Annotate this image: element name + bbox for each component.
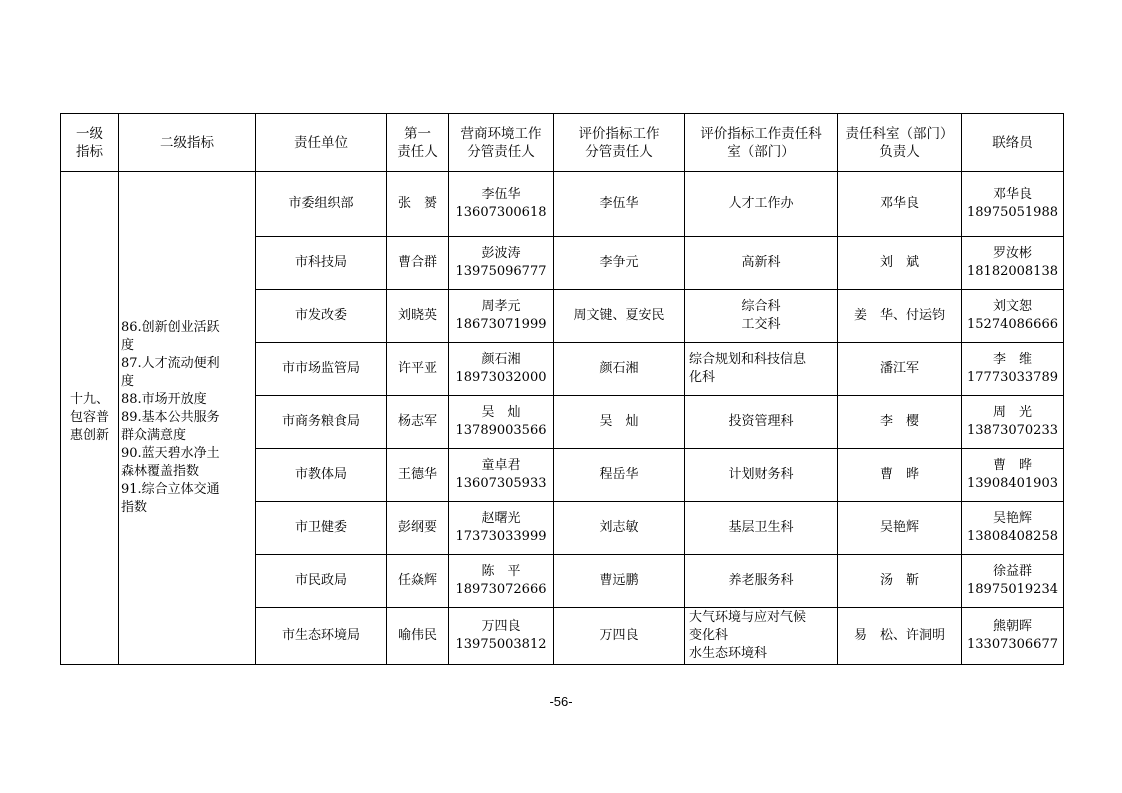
vice-leader-cell-line: 17373033999 (455, 529, 547, 544)
dept-cell-line: 大气环境与应对气候 (689, 610, 807, 625)
dept-cell-line: 基层卫生科 (728, 520, 794, 535)
dept-cell-line: 工交科 (741, 317, 781, 332)
level2-line: 森林覆盖指数 (121, 464, 200, 479)
eval-leader-cell (554, 502, 685, 555)
dept-cell (685, 608, 838, 665)
leader-cell (387, 502, 449, 555)
unit-cell (256, 396, 387, 449)
contact-cell-line: 18975051988 (967, 205, 1058, 220)
level2-line: 87.人才流动便利 (121, 356, 220, 371)
header-cell (838, 114, 962, 172)
header-line: 评价指标工作责任科 (700, 125, 822, 142)
level2-line: 群众满意度 (121, 428, 187, 443)
vice-leader-cell-line: 童卓君 (481, 458, 521, 473)
dept-head-cell-line: 李 樱 (879, 414, 919, 429)
vice-leader-cell-line: 万四良 (481, 619, 521, 634)
leader-cell (387, 608, 449, 665)
dept-cell-line: 投资管理科 (728, 414, 794, 429)
contact-cell-line: 曹 晔 (992, 458, 1032, 473)
dept-head-cell (838, 290, 962, 343)
header-line: 负责人 (879, 143, 920, 160)
header-cell (685, 114, 838, 172)
eval-leader-cell (554, 290, 685, 343)
vice-leader-cell-line: 李伍华 (481, 187, 521, 202)
vice-leader-cell-line: 陈 平 (481, 564, 521, 579)
dept-cell (685, 172, 838, 237)
header-line: 分管责任人 (467, 143, 535, 160)
page-number: -56- (549, 694, 573, 709)
leader-cell-line: 王德华 (397, 467, 437, 482)
vice-leader-cell-line: 13607305933 (455, 476, 547, 491)
leader-cell (387, 555, 449, 608)
vice-leader-cell-line: 18673071999 (455, 317, 547, 332)
dept-head-cell (838, 172, 962, 237)
vice-leader-cell-line: 18973032000 (455, 370, 547, 385)
eval-leader-cell-line: 李争元 (599, 255, 639, 270)
contact-cell-line: 13808408258 (967, 529, 1058, 544)
level1-line: 十九、 (69, 392, 109, 407)
dept-cell-line: 养老服务科 (728, 573, 794, 588)
dept-cell-line: 水生态环境科 (689, 646, 768, 661)
contact-cell (962, 290, 1064, 343)
unit-cell-line: 市商务粮食局 (281, 414, 360, 429)
dept-cell (685, 343, 838, 396)
level2-line: 89.基本公共服务 (121, 410, 220, 425)
eval-leader-cell-line: 吴 灿 (599, 414, 639, 429)
header-line: 责任科室（部门） (845, 125, 954, 142)
contact-cell (962, 449, 1064, 502)
dept-head-cell-line: 易 松、许洞明 (853, 628, 945, 643)
eval-leader-cell-line: 曹远鹏 (599, 573, 639, 588)
dept-head-cell (838, 555, 962, 608)
level2-line: 86.创新创业活跃 (121, 320, 220, 335)
vice-leader-cell-line: 13975003812 (455, 637, 547, 652)
dept-cell (685, 396, 838, 449)
header-line: 联络员 (992, 134, 1033, 151)
level2-indicators (119, 172, 256, 665)
dept-cell-line: 综合规划和科技信息 (689, 352, 807, 367)
contact-cell-line: 18182008138 (967, 264, 1058, 279)
contact-cell-line: 18975019234 (967, 582, 1058, 597)
dept-head-cell (838, 343, 962, 396)
eval-leader-cell-line: 万四良 (599, 628, 639, 643)
level1-indicator (61, 172, 119, 665)
dept-cell (685, 555, 838, 608)
eval-leader-cell-line: 程岳华 (599, 467, 639, 482)
unit-cell (256, 343, 387, 396)
contact-cell-line: 15274086666 (967, 317, 1058, 332)
level2-line: 88.市场开放度 (121, 392, 207, 407)
contact-cell (962, 608, 1064, 665)
header-line: 评价指标工作 (578, 125, 660, 142)
contact-cell-line: 李 维 (992, 352, 1032, 367)
vice-leader-cell (449, 237, 554, 290)
unit-cell (256, 608, 387, 665)
contact-cell-line: 邓华良 (992, 187, 1032, 202)
dept-head-cell (838, 608, 962, 665)
header-line: 室（部门） (727, 143, 795, 160)
contact-cell-line: 徐益群 (992, 564, 1032, 579)
eval-leader-cell-line: 李伍华 (599, 196, 639, 211)
leader-cell-line: 任焱辉 (397, 573, 437, 588)
vice-leader-cell (449, 555, 554, 608)
dept-head-cell-line: 潘江军 (879, 361, 919, 376)
unit-cell (256, 449, 387, 502)
leader-cell (387, 290, 449, 343)
unit-cell-line: 市教体局 (294, 467, 347, 482)
level1-line: 惠创新 (69, 428, 109, 443)
contact-cell (962, 343, 1064, 396)
dept-head-cell (838, 449, 962, 502)
contact-cell (962, 172, 1064, 237)
dept-cell-line: 计划财务科 (728, 467, 794, 482)
contact-cell (962, 502, 1064, 555)
dept-head-cell-line: 吴艳辉 (879, 520, 919, 535)
leader-cell-line: 张 赟 (397, 196, 437, 211)
eval-leader-cell (554, 555, 685, 608)
leader-cell (387, 172, 449, 237)
header-line: 分管责任人 (585, 143, 653, 160)
eval-leader-cell (554, 608, 685, 665)
leader-cell-line: 喻伟民 (397, 628, 437, 643)
contact-cell-line: 13873070233 (967, 423, 1058, 438)
vice-leader-cell (449, 449, 554, 502)
dept-cell (685, 290, 838, 343)
unit-cell-line: 市发改委 (294, 308, 347, 323)
header-line: 责任单位 (294, 134, 348, 151)
unit-cell (256, 290, 387, 343)
leader-cell-line: 彭纲要 (397, 520, 437, 535)
vice-leader-cell-line: 13789003566 (455, 423, 547, 438)
contact-cell-line: 刘文恕 (992, 299, 1032, 314)
vice-leader-cell-line: 周孝元 (481, 299, 521, 314)
vice-leader-cell-line: 颜石湘 (481, 352, 521, 367)
header-cell (962, 114, 1064, 172)
eval-leader-cell-line: 刘志敏 (599, 520, 639, 535)
contact-cell (962, 396, 1064, 449)
header-line: 第一 (404, 125, 431, 142)
contact-cell (962, 555, 1064, 608)
vice-leader-cell (449, 343, 554, 396)
level2-line: 90.蓝天碧水净土 (121, 446, 220, 461)
contact-cell-line: 13307306677 (967, 637, 1058, 652)
dept-cell (685, 502, 838, 555)
contact-cell-line: 17773033789 (967, 370, 1058, 385)
dept-head-cell-line: 曹 晔 (879, 467, 919, 482)
unit-cell-line: 市民政局 (294, 573, 347, 588)
eval-leader-cell (554, 396, 685, 449)
eval-leader-cell-line: 周文键、夏安民 (573, 308, 665, 323)
unit-cell-line: 市科技局 (294, 255, 347, 270)
leader-cell (387, 237, 449, 290)
dept-head-cell-line: 刘 斌 (879, 255, 919, 270)
contact-cell (962, 237, 1064, 290)
header-line: 二级指标 (160, 134, 214, 151)
leader-cell-line: 曹合群 (397, 255, 437, 270)
unit-cell-line: 市生态环境局 (281, 628, 360, 643)
header-cell (387, 114, 449, 172)
level2-line: 91.综合立体交通 (121, 482, 220, 497)
dept-head-cell (838, 396, 962, 449)
level2-line: 度 (121, 374, 135, 389)
dept-cell-line: 变化科 (689, 628, 729, 643)
unit-cell (256, 555, 387, 608)
vice-leader-cell-line: 吴 灿 (481, 405, 521, 420)
dept-cell (685, 449, 838, 502)
dept-head-cell (838, 502, 962, 555)
vice-leader-cell-line: 13607300618 (455, 205, 547, 220)
level1-line: 包容普 (69, 410, 109, 425)
vice-leader-cell (449, 172, 554, 237)
contact-cell-line: 13908401903 (967, 476, 1058, 491)
dept-cell-line: 人才工作办 (728, 196, 794, 211)
vice-leader-cell-line: 13975096777 (455, 264, 547, 279)
header-cell (119, 114, 256, 172)
dept-cell-line: 高新科 (741, 255, 781, 270)
leader-cell-line: 杨志军 (397, 414, 437, 429)
unit-cell-line: 市市场监管局 (281, 361, 360, 376)
header-line: 指标 (76, 143, 103, 160)
dept-cell (685, 237, 838, 290)
dept-head-cell-line: 邓华良 (879, 196, 919, 211)
header-line: 责任人 (397, 143, 438, 160)
contact-cell-line: 熊朝晖 (992, 619, 1032, 634)
vice-leader-cell-line: 18973072666 (455, 582, 547, 597)
responsibility-table (60, 113, 1064, 665)
vice-leader-cell (449, 502, 554, 555)
vice-leader-cell-line: 彭波涛 (481, 246, 521, 261)
header-row (61, 114, 1064, 172)
leader-cell-line: 许平亚 (397, 361, 437, 376)
dept-head-cell-line: 姜 华、付运钧 (853, 308, 945, 323)
unit-cell-line: 市卫健委 (294, 520, 347, 535)
contact-cell-line: 吴艳辉 (992, 511, 1032, 526)
level2-line: 指数 (121, 500, 148, 515)
unit-cell (256, 172, 387, 237)
header-cell (554, 114, 685, 172)
eval-leader-cell (554, 343, 685, 396)
dept-head-cell (838, 237, 962, 290)
eval-leader-cell-line: 颜石湘 (599, 361, 639, 376)
vice-leader-cell (449, 608, 554, 665)
unit-cell (256, 237, 387, 290)
header-cell (61, 114, 119, 172)
header-line: 营商环境工作 (460, 125, 542, 142)
vice-leader-cell (449, 396, 554, 449)
vice-leader-cell-line: 赵曙光 (481, 511, 521, 526)
unit-cell (256, 502, 387, 555)
dept-cell-line: 综合科 (741, 299, 781, 314)
contact-cell-line: 罗汝彬 (992, 246, 1032, 261)
level2-line: 度 (121, 338, 135, 353)
header-cell (449, 114, 554, 172)
contact-cell-line: 周 光 (992, 405, 1032, 420)
leader-cell (387, 343, 449, 396)
leader-cell-line: 刘晓英 (397, 308, 437, 323)
header-cell (256, 114, 387, 172)
table-row (61, 172, 1064, 237)
vice-leader-cell (449, 290, 554, 343)
unit-cell-line: 市委组织部 (288, 196, 354, 211)
dept-cell-line: 化科 (689, 370, 716, 385)
eval-leader-cell (554, 237, 685, 290)
dept-head-cell-line: 汤 靳 (879, 573, 919, 588)
eval-leader-cell (554, 449, 685, 502)
leader-cell (387, 396, 449, 449)
eval-leader-cell (554, 172, 685, 237)
leader-cell (387, 449, 449, 502)
header-line: 一级 (76, 125, 103, 142)
